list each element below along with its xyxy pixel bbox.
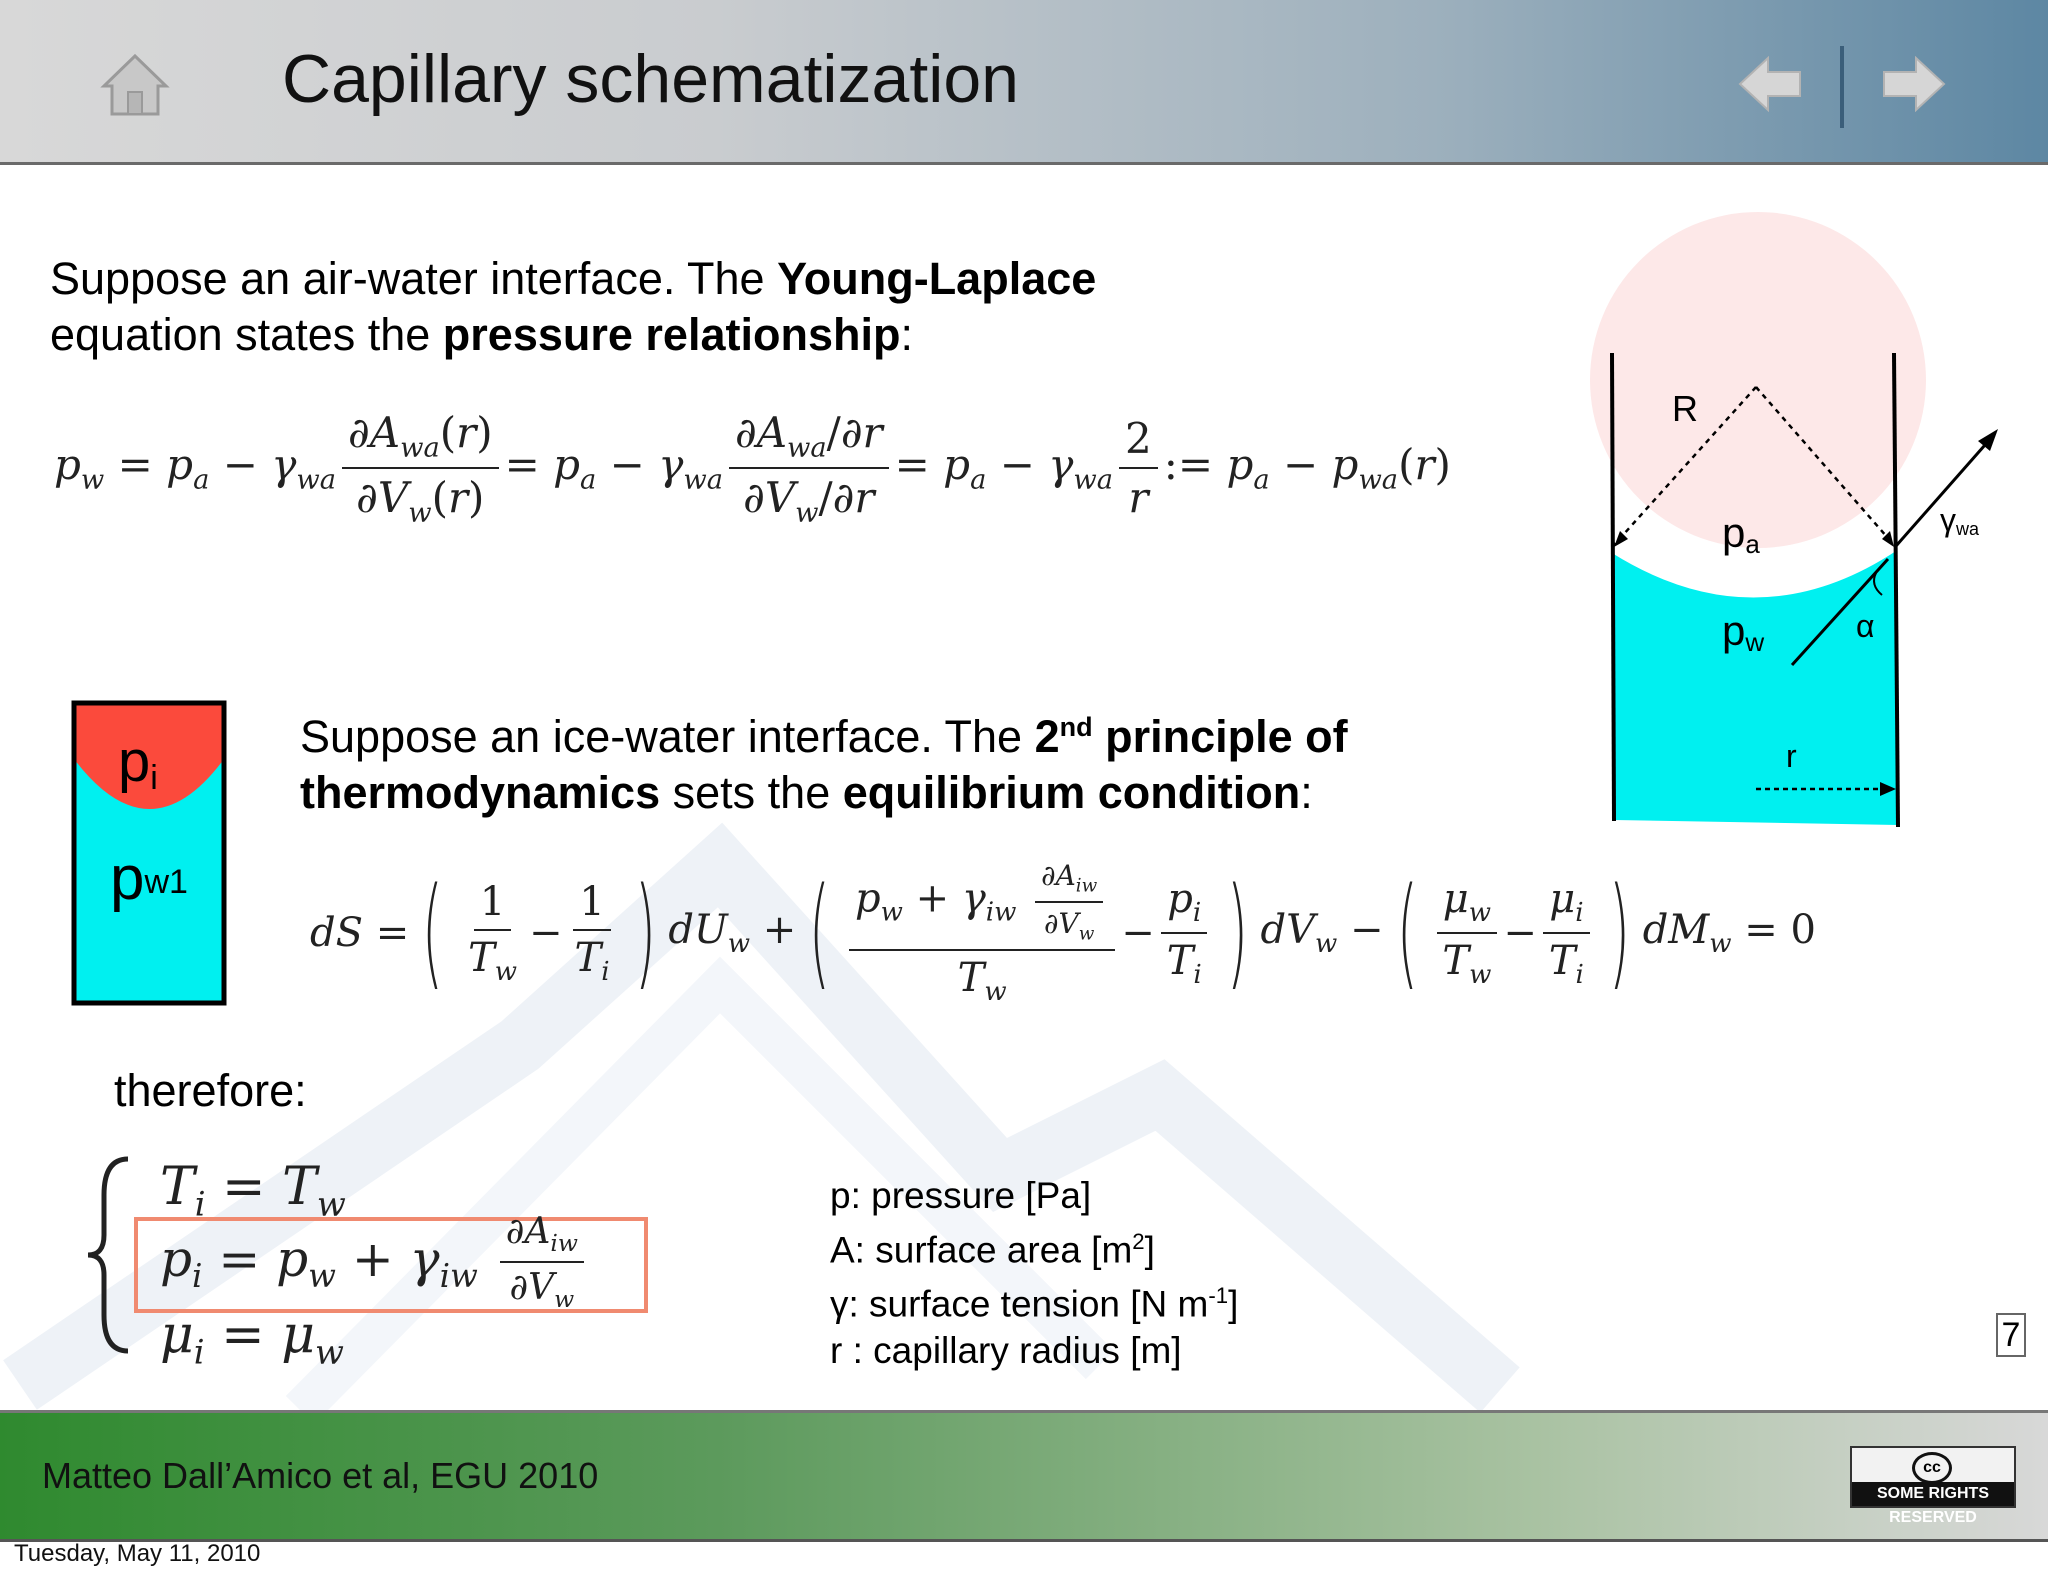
chemical-potential-equality: $\mu_i = \mu_w$ [160, 1305, 344, 1372]
page-number: 7 [1996, 1313, 2026, 1357]
capillary-diagram [1530, 165, 2010, 845]
r-label: r [1786, 738, 1797, 774]
date-label: Tuesday, May 11, 2010 [14, 1540, 261, 1567]
ice-water-intro: Suppose an ice-water interface. The 2nd principle of thermodynamics sets the equilibrium condition: [300, 711, 1348, 818]
home-icon[interactable] [100, 52, 170, 118]
arrow-left-icon[interactable] [1738, 56, 1804, 112]
legend-radius: r : capillary radius [m] [830, 1329, 1182, 1371]
legend-area: A: surface area $[m^2]$ [830, 1229, 1155, 1271]
pa-label: pa [1722, 509, 1760, 559]
young-laplace-intro: Suppose an air-water interface. The Young-Laplace equation states the pressure relationship: [50, 253, 1097, 360]
cc-text: SOME RIGHTS RESERVED [1852, 1482, 2014, 1506]
alpha-label: α [1856, 608, 1875, 644]
page-title: Capillary schematization [282, 41, 1019, 117]
therefore-label: therefore: [114, 1065, 307, 1116]
legend-pressure: p: pressure [Pa] [830, 1175, 1092, 1216]
pw-label: pw [1722, 607, 1765, 657]
cc-icon: cc [1912, 1452, 1952, 1484]
radius-R-label: R [1672, 388, 1698, 429]
temperature-equality: $T_i = T_w$ [160, 1157, 346, 1224]
ice-water-diagram [70, 699, 230, 1009]
entropy-equation: dS = ( $\frac{1}{T_w}$ − $\frac{1}{T_i}$ ) $dU_w$ + ( $p_w + \gamma_{iw}$ $\frac{\partial A_{iw}}{\partial V_w}$ $T_w$ − $\frac{p_i}{T_i}$ ) $dV_w$ − ( $\frac{\mu_w}{T_w}$ − $\frac{\mu_i}{T_i}$ ) $dM_w = 0$ [310, 859, 1816, 1007]
curly-brace-icon [84, 1155, 134, 1355]
nav-divider [1840, 46, 1844, 128]
legend-surface-tension: γ: surface tension [N $m^{-1}$] [830, 1283, 1239, 1325]
pi-label: pi [118, 729, 158, 797]
slide-body [0, 165, 2048, 1410]
slide-header [0, 0, 2048, 165]
gamma-wa-label: γwa [1940, 502, 1980, 539]
pressure-equation: $p_i = p_w + \gamma_{iw}$ $\frac{\partial A_{iw}}{\partial V_w}$ [160, 1219, 590, 1305]
equilibrium-system [84, 1155, 684, 1385]
cc-license-badge[interactable] [1850, 1446, 2016, 1526]
pw1-label: pw1 [110, 844, 188, 913]
author-credit: Matteo Dall’Amico et al, EGU 2010 [42, 1455, 599, 1496]
symbol-legend [830, 1173, 1238, 1374]
young-laplace-equation: $p_w = p_a - \gamma_{wa}$ $\frac{\partial A_{wa}(r)}{\partial V_w(r)}$ = $p_a - \gamma_{wa}$ $\frac{\partial A_{wa}/\partial r}{\partial V_w/\partial r}$ = $p_a - \gamma_{wa}$ $\frac{2}{r}$ := $p_a - p_{wa}(r)$ [54, 407, 1451, 529]
arrow-right-icon[interactable] [1880, 56, 1946, 112]
